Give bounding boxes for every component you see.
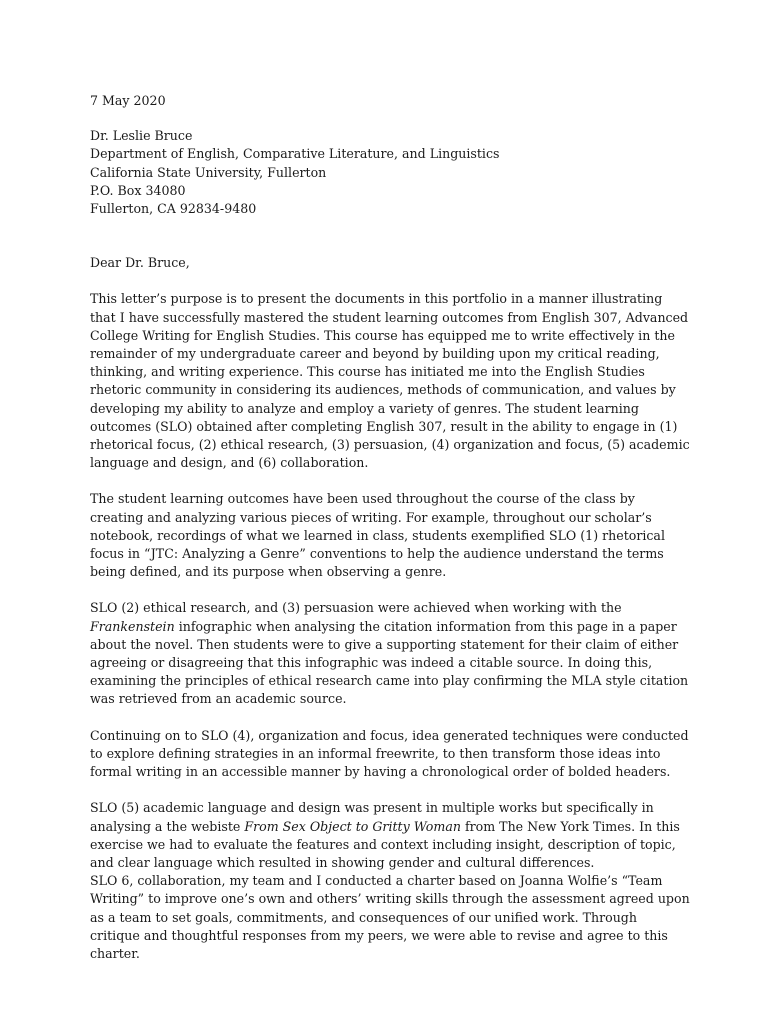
paragraph-slo-2-3-after: infographic when analysing the citation information from this page in a paper about the novel. Then students were to give a supporting statement for their claim of either agreeing or disagreeing that this infographic was indeed a citable source. In doing this, examining the principles of ethical research came into play confirming the MLA style citation was retrieved from an academic source. (90, 618, 689, 707)
paragraph-slo-2-3-before: SLO (2) ethical research, and (3) persuasion were achieved when working with the (90, 600, 622, 616)
recipient-address (90, 127, 690, 218)
recipient-city-zip: Fullerton, CA 92834-9480 (90, 201, 257, 217)
paragraph-slo-5-before: SLO (5) academic language and design was present in multiple works but specifically in analysing a the webiste (90, 800, 654, 834)
recipient-department: Department of English, Comparative Literature, and Linguistics (90, 146, 500, 162)
recipient-name: Dr. Leslie Bruce (90, 128, 193, 144)
letter-page (90, 92, 690, 981)
article-title: From Sex Object to Gritty Woman (244, 818, 461, 834)
letter-date: 7 May 2020 (90, 93, 166, 108)
recipient-university: California State University, Fullerton (90, 164, 327, 180)
frankenstein-title: Frankenstein (90, 618, 175, 634)
paragraph-slo-5 (90, 799, 690, 872)
salutation: Dear Dr. Bruce, (90, 255, 190, 271)
paragraph-slo-6: SLO 6, collaboration, my team and I conducted a charter based on Joanna Wolfie’s “Team Writing” to improve one’s own and others’ writing skills through the assessment agreed upon as a team to set goals, commitments, and consequences of our unified work. Through critique and thoughtful responses from my peers, we were able to revise and agree to this charter. (90, 873, 690, 961)
paragraph-slo-2-3 (90, 599, 690, 708)
paragraph-slo-5-after: from The New York Times. In this exercise we had to evaluate the features and context including insight, description of topic, and clear language which resulted in showing gender and cultural differences. (90, 818, 680, 870)
recipient-po-box: P.O. Box 34080 (90, 182, 186, 198)
paragraph-intro: This letter’s purpose is to present the documents in this portfolio in a manner illustrating that I have successfully mastered the student learning outcomes from English 307, Advanced College Writing for English Studies. This course has equipped me to write effectively in the remainder of my undergraduate career and beyond by building upon my critical reading, thinking, and writing experience. This course has initiated me into the English Studies rhetoric community in considering its audiences, methods of communication, and values by developing my ability to analyze and employ a variety of genres. The student learning outcomes (SLO) obtained after completing English 307, result in the ability to engage in (1) rhetorical focus, (2) ethical research, (3) persuasion, (4) organization and focus, (5) academic language and design, and (6) collaboration. (90, 291, 690, 471)
paragraph-slo-1: The student learning outcomes have been used throughout the course of the class by creating and analyzing various pieces of writing. For example, throughout our scholar’s notebook, recordings of what we learned in class, students exemplified SLO (1) rhetorical focus in “JTC: Analyzing a Genre” conventions to help the audience understand the terms being defined, and its purpose when observing a genre. (90, 491, 665, 580)
paragraph-slo-4: Continuing on to SLO (4), organization and focus, idea generated techniques were conducted to explore defining strategies in an informal freewrite, to then transform those ideas into formal writing in an accessible manner by having a chronological order of bolded headers. (90, 727, 689, 780)
